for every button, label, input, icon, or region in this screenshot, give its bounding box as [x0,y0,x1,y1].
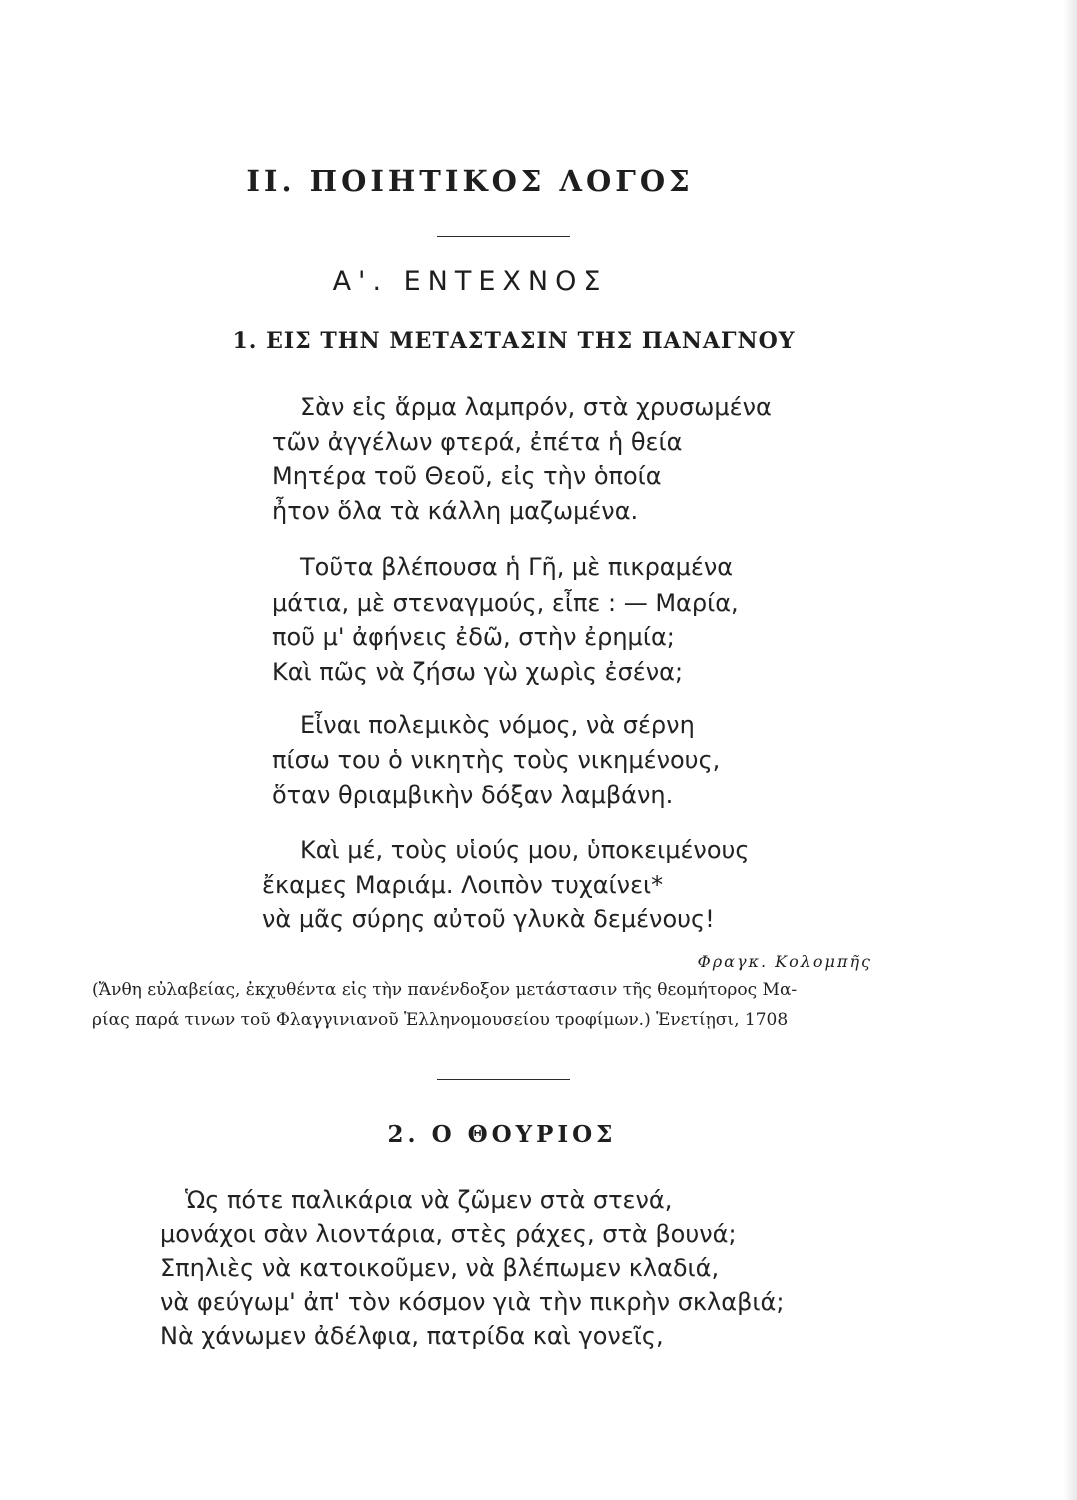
verse-line: νὰ μᾶς σύρης αὐτοῦ γλυκὰ δεμένους! [262,905,715,933]
verse-line: ὅταν θριαμβικὴν δόξαν λαμβάνη. [272,781,674,809]
poem-attribution: Φραγκ. Κολομπῆς [697,952,872,971]
page-edge-shadow [1063,0,1077,1500]
verse-line: Μητέρα τοῦ Θεοῦ, εἰς τὴν ὁποία [272,462,662,490]
verse-line: Εἶναι πολεμικὸς νόμος, νὰ σέρνη [300,711,695,739]
verse-line: Τοῦτα βλέπουσα ἡ Γῆ, μὲ πικραμένα [300,553,734,581]
poem-title: 2. Ο ΘΟΥΡΙΟΣ [387,1121,617,1148]
divider-rule [437,1079,570,1080]
source-citation-line: ρίας παρά τινων τοῦ Φλαγγινιανοῦ Ἑλληνομουσείου τροφίμων.) Ἑνετίῃσι, 1708 [92,1010,789,1030]
verse-line: νὰ φεύγωμ' ἀπ' τὸν κόσμον γιὰ τὴν πικρὴν σκλαβιά; [160,1288,785,1316]
verse-line: Σπηλιὲς νὰ κατοικοῦμεν, νὰ βλέπωμεν κλαδιά, [160,1254,720,1282]
poem-title: 1. ΕΙΣ ΤΗΝ ΜΕΤΑΣΤΑΣΙΝ ΤΗΣ ΠΑΝΑΓΝΟΥ [232,328,796,354]
verse-line: μονάχοι σὰν λιοντάρια, στὲς ράχες, στὰ βουνά; [160,1220,737,1248]
part-title: II. ΠΟΙΗΤΙΚΟΣ ΛΟΓΟΣ [246,164,694,198]
verse-line: Σὰν εἰς ἅρμα λαμπρόν, στὰ χρυσωμένα [300,393,772,421]
verse-line: μάτια, μὲ στεναγμούς, εἶπε : — Μαρία, [272,589,739,617]
divider-rule [437,236,570,237]
section-title: Α'. ΕΝΤΕΧΝΟΣ [332,266,608,297]
verse-line: Ὡς πότε παλικάρια νὰ ζῶμεν στὰ στενά, [185,1186,673,1214]
verse-line: Καὶ πῶς νὰ ζήσω γὼ χωρὶς ἐσένα; [272,658,684,686]
verse-line: τῶν ἀγγέλων φτερά, ἐπέτα ἡ θεία [272,428,683,456]
verse-line: πίσω του ὁ νικητὴς τοὺς νικημένους, [272,746,721,774]
verse-line: ἦτον ὅλα τὰ κάλλη μαζωμένα. [272,497,639,525]
source-citation-line: (Ἄνθη εὐλαβείας, ἐκχυθέντα εἰς τὴν πανένδοξον μετάστασιν τῆς θεομήτορος Μα- [92,980,798,1000]
verse-line: ἔκαμες Μαριάμ. Λοιπὸν τυχαίνει* [262,871,664,899]
verse-line: Καὶ μέ, τοὺς υἱούς μου, ὑποκειμένους [300,836,750,864]
verse-line: Νὰ χάνωμεν ἀδέλφια, πατρίδα καὶ γονεῖς, [160,1322,664,1350]
verse-line: ποῦ μ' ἀφήνεις ἐδῶ, στὴν ἐρημία; [272,623,675,651]
